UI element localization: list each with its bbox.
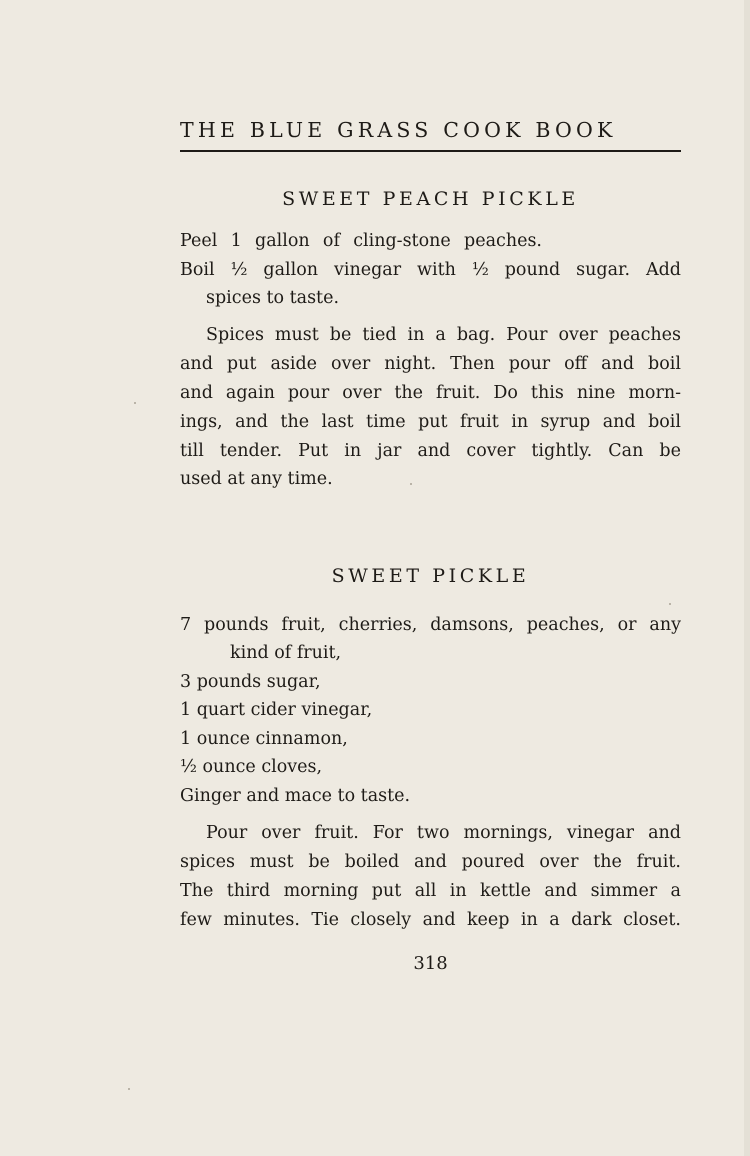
ingredient-line: ½ ounce cloves,	[180, 757, 323, 777]
paper-speck	[669, 603, 671, 605]
ingredient-line: Ginger and mace to taste.	[180, 786, 411, 806]
paragraph-line: till tender. Put in jar and cover tightly. Can be	[180, 441, 681, 461]
ingredient-line: 1 ounce cinnamon,	[180, 729, 348, 749]
paper-speck	[128, 1088, 130, 1090]
ingredient-line: 1 quart cider vinegar,	[180, 700, 373, 720]
paragraph-line: ings, and the last time put fruit in syrup and boil	[180, 412, 681, 432]
paragraph-line: spices must be boiled and poured over the fruit.	[180, 852, 681, 872]
paragraph-line: few minutes. Tie closely and keep in a dark closet.	[180, 910, 681, 930]
running-head: THE BLUE GRASS COOK BOOK	[180, 118, 617, 142]
ingredient-line-continued: kind of fruit,	[230, 643, 342, 663]
paragraph-line: and again pour over the fruit. Do this nine morn-	[180, 383, 681, 403]
page-edge	[744, 0, 750, 1156]
page-number: 318	[413, 953, 448, 974]
paper-speck	[134, 402, 136, 404]
recipe-title: SWEET PEACH PICKLE	[282, 188, 579, 210]
paragraph-line: and put aside over night. Then pour off and boil	[180, 354, 681, 374]
ingredient-line: Peel 1 gallon of cling-stone peaches.	[180, 231, 542, 251]
recipe-title: SWEET PICKLE	[331, 565, 530, 587]
ingredient-line-continued: spices to taste.	[206, 288, 340, 308]
header-rule	[180, 150, 681, 152]
paragraph-line: The third morning put all in kettle and simmer a	[180, 881, 681, 901]
paragraph-line: Spices must be tied in a bag. Pour over peaches	[206, 325, 681, 345]
paper-speck	[410, 483, 412, 485]
paragraph-line: Pour over fruit. For two mornings, vinegar and	[206, 823, 681, 843]
ingredient-line: 3 pounds sugar,	[180, 672, 321, 692]
ingredient-line: 7 pounds fruit, cherries, damsons, peaches, or any	[180, 615, 681, 635]
paragraph-line-last: used at any time.	[180, 469, 333, 489]
ingredient-line: Boil ½ gallon vinegar with ½ pound sugar. Add	[180, 260, 681, 280]
